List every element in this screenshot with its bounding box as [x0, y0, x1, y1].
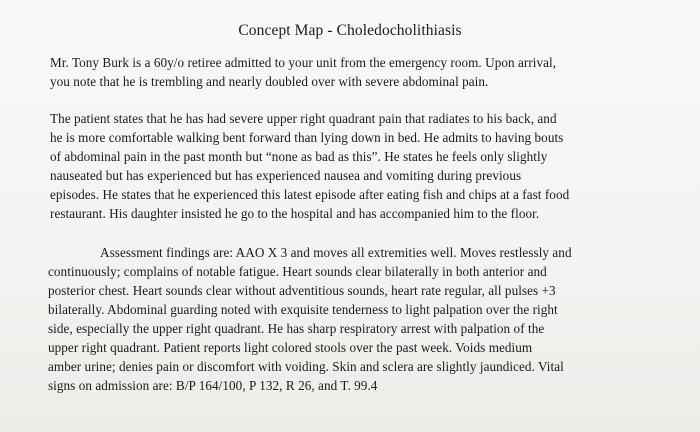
- paragraph-3-line-4: bilaterally. Abdominal guarding noted with exquisite tenderness to light palpation over the right: [48, 302, 558, 317]
- document-title: Concept Map - Choledocholithiasis: [238, 22, 462, 39]
- paragraph-2-line-5: episodes. He states that he experienced this latest episode after eating fish and chips at a fast food: [50, 187, 570, 202]
- paragraph-1-line-1: Mr. Tony Burk is a 60y/o retiree admitted to your unit from the emergency room. Upon arrival,: [50, 55, 557, 70]
- paragraph-3-line-7: amber urine; denies pain or discomfort with voiding. Skin and sclera are slightly jaundiced. Vital: [48, 359, 564, 374]
- paragraph-3-line-6: upper right quadrant. Patient reports light colored stools over the past week. Voids medium: [48, 340, 533, 355]
- paragraph-3-line-2: continuously; complains of notable fatigue. Heart sounds clear bilaterally in both anterior and: [48, 264, 547, 279]
- paragraph-3-line-8: signs on admission are: B/P 164/100, P 132, R 26, and T. 99.4: [48, 378, 378, 393]
- paragraph-2-line-6: restaurant. His daughter insisted he go to the hospital and has accompanied him to the floor.: [50, 206, 540, 221]
- paragraph-2-line-1: The patient states that he has had severe upper right quadrant pain that radiates to his back, and: [50, 111, 557, 126]
- paragraph-2-line-2: he is more comfortable walking bent forward than lying down in bed. He admits to having bouts: [50, 130, 564, 145]
- paragraph-2-line-4: nauseated but has experienced but has experienced nausea and vomiting during previous: [50, 168, 522, 183]
- paragraph-3-line-1: Assessment findings are: AAO X 3 and moves all extremities well. Moves restlessly and: [100, 245, 572, 260]
- paragraph-1-line-2: you note that he is trembling and nearly doubled over with severe abdominal pain.: [50, 74, 489, 89]
- paragraph-2-line-3: of abdominal pain in the past month but “none as bad as this”. He states he feels only slightly: [50, 149, 548, 164]
- paragraph-3-line-3: posterior chest. Heart sounds clear without adventitious sounds, heart rate regular, all pulses +3: [48, 283, 556, 298]
- paragraph-3-line-5: side, especially the upper right quadrant. He has sharp respiratory arrest with palpation of the: [48, 321, 545, 336]
